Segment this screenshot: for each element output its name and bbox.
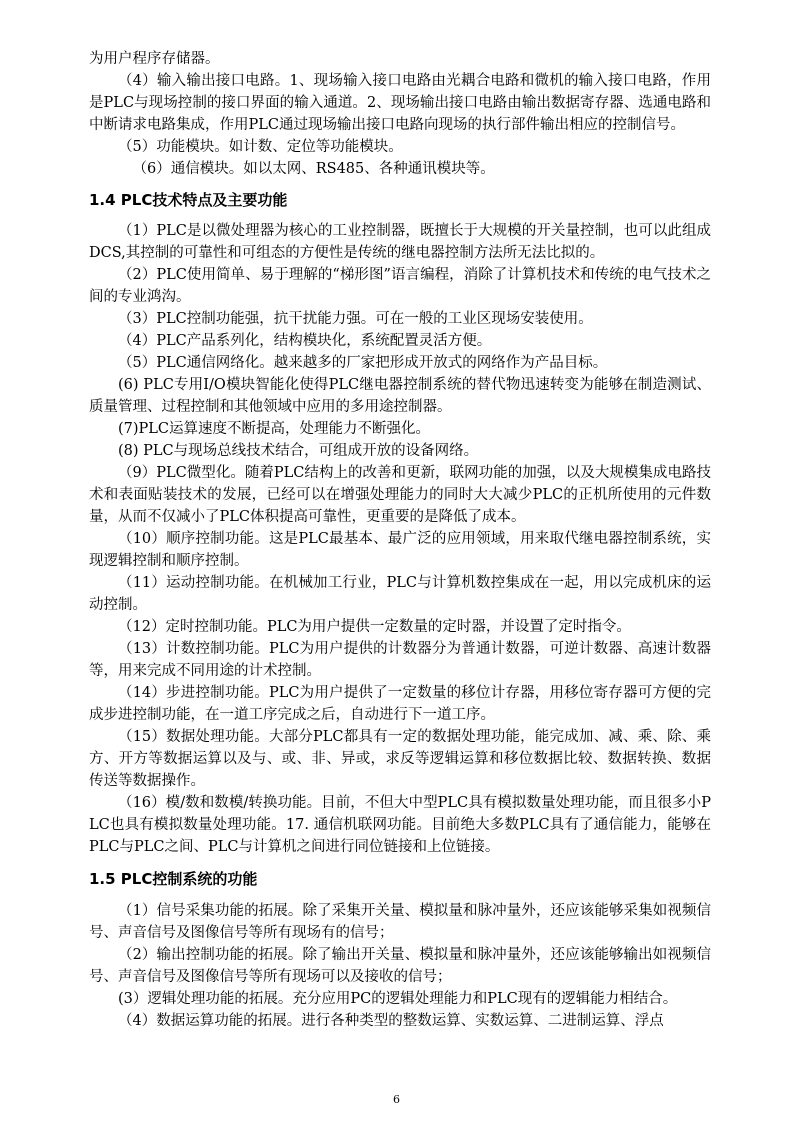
paragraph-1-4-item: (6) PLC专用I/O模块智能化使得PLC继电器控制系统的替代物迅速转变为能够在制造测试、质量管理、过程控制和其他领域中应用的多用途控制器。 [89, 377, 711, 415]
paragraph-1-4-item: （4）PLC产品系列化，结构模块化，系统配置灵活方便。 [118, 333, 492, 349]
paragraph-1-4-item: (7)PLC运算速度不断提高，处理能力不断强化。 [118, 421, 431, 437]
paragraph-io-interface: （4）输入输出接口电路。1、现场输入接口电路由光耦合电路和微机的输入接口电路，作用是PLC与现场控制的接口界面的输入通道。2、现场输出接口电路由输出数据寄存器、选通电路和中断请求电路集成，作用PLC通过现场输出接口电路向现场的执行部件输出相应的控制信号。 [89, 73, 711, 133]
page-body [89, 48, 711, 1032]
paragraph-1-4-item: （14）步进控制功能。PLC为用户提供了一定数量的移位计存器，用移位寄存器可方便的完成步进控制功能，在一道工序完成之后，自动进行下一道工序。 [89, 685, 711, 723]
paragraph-1-4-item: （12）定时控制功能。PLC为用户提供一定数量的定时器，并设置了定时指令。 [118, 619, 631, 635]
paragraph-1-4-item: （11）运动控制功能。在机械加工行业，PLC与计算机数控集成在一起，用以完成机床的运动控制。 [89, 575, 711, 613]
page-number: 6 [393, 1093, 400, 1106]
paragraph-1-5-item: （4）数据运算功能的拓展。进行各种类型的整数运算、实数运算、二进制运算、浮点 [118, 1013, 664, 1029]
paragraph-1-4-item: （2）PLC使用简单、易于理解的“梯形图”语言编程，消除了计算机技术和传统的电气技术之间的专业鸿沟。 [89, 267, 711, 305]
paragraph-continuation: 为用户程序存储器。 [89, 51, 220, 67]
section-heading-1-5: 1.5 PLC控制系统的功能 [89, 870, 258, 888]
paragraph-1-4-item: （10）顺序控制功能。这是PLC最基本、最广泛的应用领域，用来取代继电器控制系统，实现逻辑控制和顺序控制。 [89, 531, 711, 569]
paragraph-1-4-item: （9）PLC微型化。随着PLC结构上的改善和更新，联网功能的加强，以及大规模集成电路技术和表面贴装技术的发展，已经可以在增强处理能力的同时大大减少PLC的正机所使用的元件数量，从而不仅减小了PLC体积提高可靠性，更重要的是降低了成本。 [89, 465, 711, 525]
paragraph-1-5-item: (3）逻辑处理功能的拓展。充分应用PC的逻辑处理能力和PLC现有的逻辑能力相结合。 [118, 991, 678, 1007]
paragraph-1-4-item: (8) PLC与现场总线技术结合，可组成开放的设备网络。 [118, 443, 479, 459]
paragraph-1-4-item: （3）PLC控制功能强，抗干扰能力强。可在一般的工业区现场安装使用。 [118, 311, 593, 327]
paragraph-1-4-item: （1）PLC是以微处理器为核心的工业控制器，既擅长于大规模的开关量控制，也可以此组成DCS,其控制的可靠性和可组态的方便性是传统的继电器控制方法所无法比拟的。 [89, 223, 711, 261]
paragraph-function-module: （5）功能模块。如计数、定位等功能模块。 [118, 139, 403, 155]
paragraph-1-5-item: （2）输出控制功能的拓展。除了输出开关量、模拟量和脉冲量外，还应该能够输出如视频信号、声音信号及图像信号等所有现场可以及接收的信号； [89, 947, 711, 985]
paragraph-1-4-item: （16）模/数和数模/转换功能。目前，不但大中型PLC具有模拟数量处理功能，而且很多小PLC也具有模拟数量处理功能。17. 通信机联网功能。目前绝大多数PLC具有了通信能力，能够在PLC与PLC之间、PLC与计算机之间进行同位链接和上位链接。 [89, 795, 711, 855]
paragraph-comm-module: （6）通信模块。如以太网、RS485、各种通讯模块等。 [132, 161, 495, 177]
paragraph-1-5-item: （1）信号采集功能的拓展。除了采集开关量、模拟量和脉冲量外，还应该能够采集如视频信号、声音信号及图像信号等所有现场有的信号； [89, 903, 711, 941]
paragraph-1-4-item: （15）数据处理功能。大部分PLC都具有一定的数据处理功能，能完成加、减、乘、除、乘方、开方等数据运算以及与、或、非、异或，求反等逻辑运算和移位数据比较、数据转换、数据传送等数据操作。 [89, 729, 711, 789]
section-heading-1-4: 1.4 PLC技术特点及主要功能 [89, 191, 288, 209]
paragraph-1-4-item: （13）计数控制功能。PLC为用户提供的计数器分为普通计数器，可逆计数器、高速计数器等，用来完成不同用途的计术控制。 [89, 641, 711, 679]
paragraph-1-4-item: （5）PLC通信网络化。越来越多的厂家把形成开放式的网络作为产品目标。 [118, 355, 608, 371]
